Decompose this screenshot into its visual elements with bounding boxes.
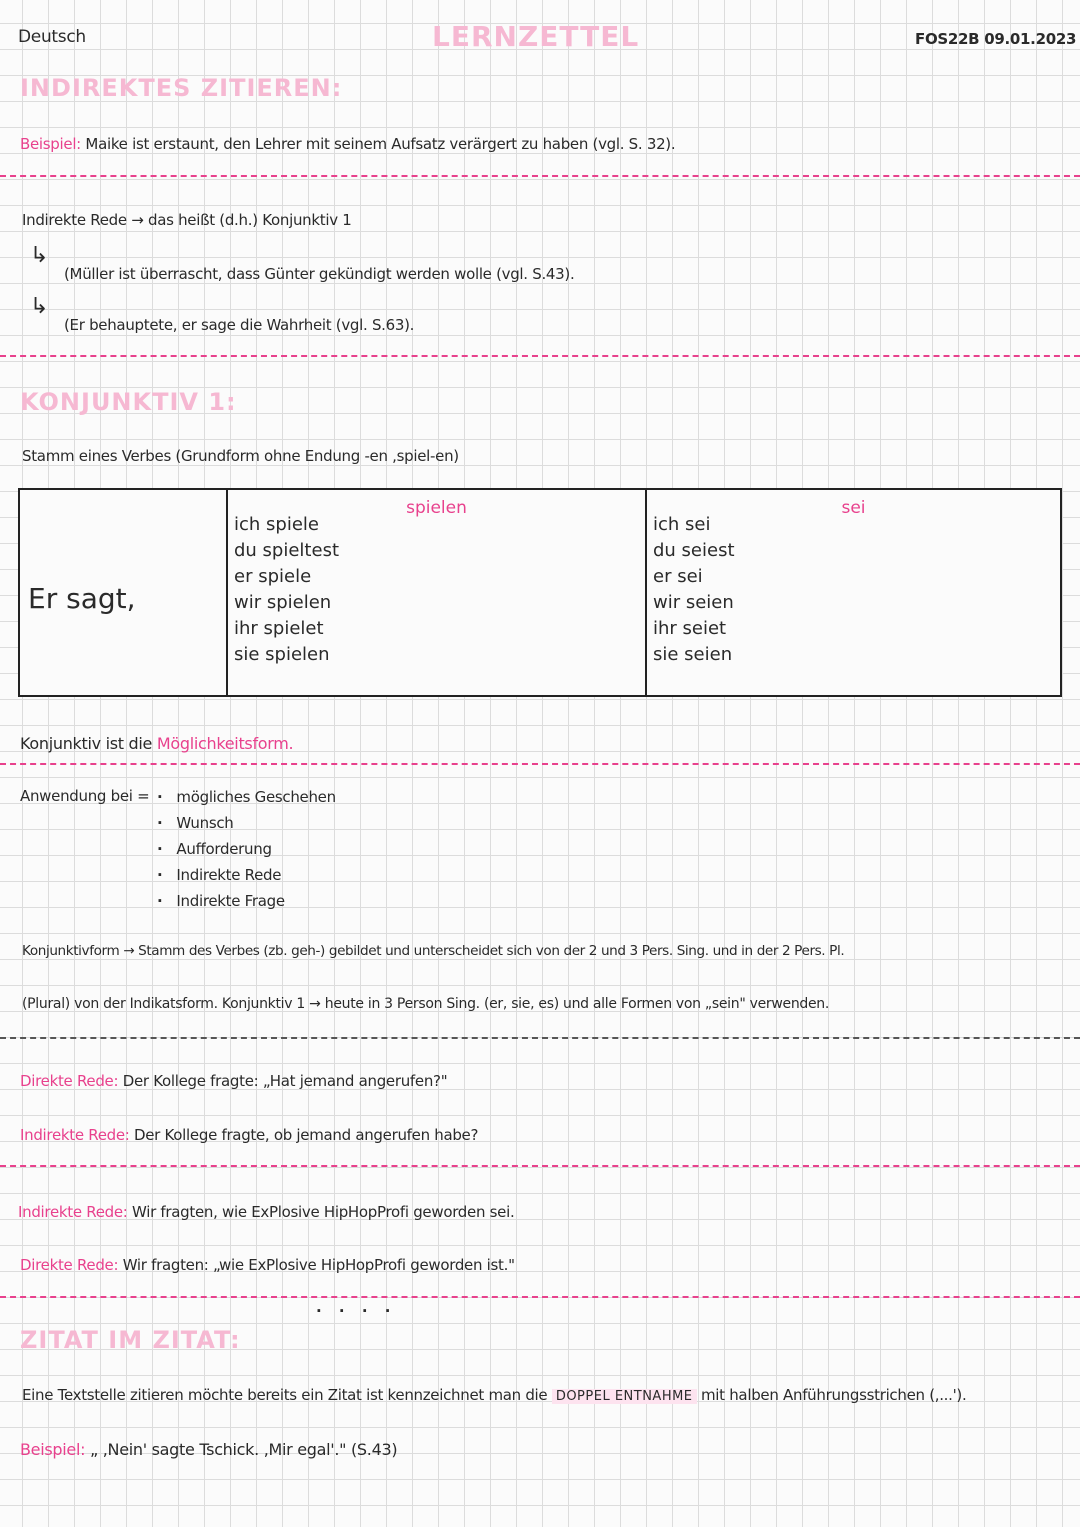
divider xyxy=(0,763,1080,765)
form-cell: ich sei xyxy=(653,514,711,535)
list-item: · Indirekte Frage xyxy=(157,888,336,914)
row-label-cell xyxy=(19,489,227,696)
list-item: · Wunsch xyxy=(157,810,336,836)
divider xyxy=(0,355,1080,357)
divider xyxy=(0,175,1080,177)
column-header: spielen xyxy=(406,498,467,518)
row-label: Er sagt, xyxy=(28,582,136,615)
example-row xyxy=(20,1126,478,1144)
example-row xyxy=(20,1072,447,1090)
list-item: · Indirekte Rede xyxy=(157,862,336,888)
form-cell: du spieltest xyxy=(234,540,340,561)
stamm-line: Stamm eines Verbes (Grundform ohne Endung -en ,spiel-en) xyxy=(22,447,459,465)
form-cell: ich spiele xyxy=(234,514,319,535)
example-text: Maike ist erstaunt, den Lehrer mit seinem Aufsatz verärgert zu haben (vgl. S. 32). xyxy=(85,135,676,153)
definition-highlight: Möglichkeitsform. xyxy=(156,734,294,753)
list-item: · mögliches Geschehen xyxy=(157,784,336,810)
arrow-example-1: (Müller ist überrascht, dass Günter gekündigt werden wolle (vgl. S.43). xyxy=(64,265,575,283)
doppel-entnahme-highlight: DOPPEL ENTNAHME xyxy=(552,1389,697,1404)
arrow-icon: ↳ xyxy=(30,243,49,268)
form-cell: sie spielen xyxy=(234,644,330,665)
example-label: Indirekte Rede: xyxy=(18,1203,128,1221)
zitat-rule-text-end: mit halben Anführungsstrichen (,...'). xyxy=(701,1386,967,1404)
arrow-icon: ↳ xyxy=(30,294,49,319)
example-row xyxy=(20,1256,515,1274)
spielen-column xyxy=(227,489,646,696)
divider xyxy=(0,1165,1080,1167)
example-label: Beispiel: xyxy=(20,1440,86,1459)
example-text: Wir fragten: „wie ExPlosive HipHopProfi geworden ist." xyxy=(122,1256,515,1274)
zitat-example xyxy=(20,1440,397,1459)
section-heading-zitat-im-zitat: ZITAT IM ZITAT: xyxy=(20,1326,241,1354)
anwendung-list xyxy=(157,784,336,914)
class-date: FOS22B 09.01.2023 xyxy=(915,30,1077,48)
konjunktiv-table xyxy=(18,488,1062,697)
form-cell: er sei xyxy=(653,566,703,587)
konjunktivform-line-2: (Plural) von der Indikatsform. Konjunktiv 1 → heute in 3 Person Sing. (er, sie, es) und alle Formen von „sein" verwenden. xyxy=(22,996,830,1012)
column-header: sei xyxy=(841,498,866,518)
form-cell: du seiest xyxy=(653,540,735,561)
subject-label: Deutsch xyxy=(18,27,86,47)
divider xyxy=(0,1037,1080,1039)
example-text: „ ,Nein' sagte Tschick. ,Mir egal'." (S.43) xyxy=(89,1440,398,1459)
zitat-rule xyxy=(22,1386,966,1404)
example-line xyxy=(20,135,675,153)
anwendung-label: Anwendung bei = xyxy=(20,787,150,805)
example-label: Beispiel: xyxy=(20,135,81,153)
page-title: LERNZETTEL xyxy=(432,20,640,53)
arrow-example-2: (Er behauptete, er sage die Wahrheit (vgl. S.63). xyxy=(64,316,415,334)
form-cell: wir seien xyxy=(653,592,734,613)
ellipsis: . . . . xyxy=(316,1298,397,1316)
list-item: · Aufforderung xyxy=(157,836,336,862)
section-heading-indirektes-zitieren: INDIREKTES ZITIEREN: xyxy=(20,74,343,102)
example-row xyxy=(18,1203,514,1221)
example-label: Indirekte Rede: xyxy=(20,1126,130,1144)
zitat-rule-text: Eine Textstelle zitieren möchte bereits ein Zitat ist kennzeichnet man die xyxy=(22,1386,548,1404)
indirect-definition: Indirekte Rede → das heißt (d.h.) Konjunktiv 1 xyxy=(22,211,352,229)
form-cell: wir spielen xyxy=(234,592,332,613)
example-text: Der Kollege fragte: „Hat jemand angerufen?" xyxy=(122,1072,448,1090)
sei-column xyxy=(646,489,1061,696)
form-cell: sie seien xyxy=(653,644,733,665)
divider xyxy=(0,1296,1080,1298)
example-text: Wir fragten, wie ExPlosive HipHopProfi geworden sei. xyxy=(132,1203,515,1221)
definition-prefix: Konjunktiv ist die xyxy=(20,734,153,753)
form-cell: er spiele xyxy=(234,566,312,587)
section-heading-konjunktiv: KONJUNKTIV 1: xyxy=(20,388,237,416)
form-cell: ihr spielet xyxy=(234,618,324,639)
example-text: Der Kollege fragte, ob jemand angerufen habe? xyxy=(134,1126,479,1144)
example-label: Direkte Rede: xyxy=(20,1256,119,1274)
example-label: Direkte Rede: xyxy=(20,1072,119,1090)
definition-line xyxy=(20,734,293,753)
konjunktivform-line-1: Konjunktivform → Stamm des Verbes (zb. geh-) gebildet und unterscheidet sich von der 2 und 3 Pers. Sing. und in der 2 Pers. Pl. xyxy=(22,943,845,959)
form-cell: ihr seiet xyxy=(653,618,727,639)
